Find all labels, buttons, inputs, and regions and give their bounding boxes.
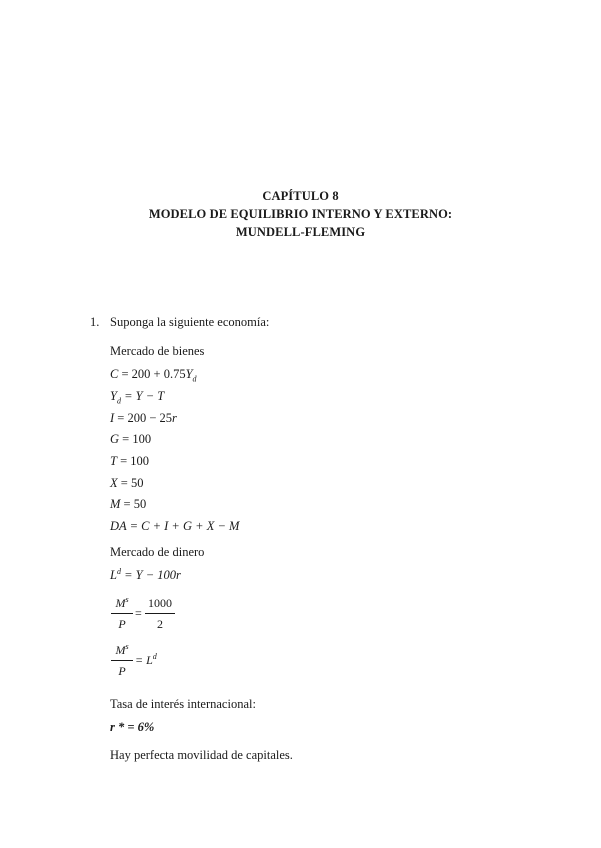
government-equation: G = 100 <box>110 432 152 446</box>
disposable-income-equation: $Y_d = Y - T$ <box>110 389 165 406</box>
fraction-bar <box>111 613 133 614</box>
rhs-numerator: 1000 <box>148 596 172 610</box>
money-market-label: Mercado de dinero <box>110 545 205 559</box>
rhs-denominator: 2 <box>157 617 163 631</box>
chapter-number: CAPÍTULO 8 <box>262 189 339 203</box>
eq-fraction-denominator: P <box>118 664 126 678</box>
money-demand-equation: $L^d = Y - 100r$ <box>110 566 181 582</box>
chapter-title-line2: MUNDELL-FLEMING <box>235 225 366 239</box>
fraction-numerator: $M^s$ <box>115 595 129 610</box>
consumption-equation: $C = 200 + 0.75Y_d$ <box>110 367 197 384</box>
aggregate-demand-equation: DA = C + I + G + X − M <box>110 519 240 533</box>
money-equilibrium-equation <box>110 643 190 683</box>
eq-fraction-bar <box>111 660 133 661</box>
real-money-supply-equation <box>110 596 190 636</box>
capital-mobility-note: Hay perfecta movilidad de capitales. <box>110 748 293 762</box>
eq-fraction-numerator: $M^s$ <box>115 642 129 657</box>
taxes-equation: T = 100 <box>110 454 150 468</box>
problem-intro: Suponga la siguiente economía: <box>110 315 270 329</box>
fraction-denominator: P <box>118 617 126 631</box>
imports-equation: M = 50 <box>110 497 147 511</box>
goods-market-label: Mercado de bienes <box>110 344 205 358</box>
exports-equation: X = 50 <box>110 476 144 490</box>
equals-sign: = <box>135 606 142 620</box>
eq-rhs: = $L^d$ <box>135 652 157 667</box>
investment-equation: I = 200 − 25r <box>110 411 177 425</box>
problem-marker: 1. <box>90 315 100 329</box>
interest-rate-value: r * = 6% <box>110 720 155 734</box>
rhs-fraction-bar <box>145 613 175 614</box>
interest-rate-label: Tasa de interés internacional: <box>110 697 256 711</box>
chapter-title-line1: MODELO DE EQUILIBRIO INTERNO Y EXTERNO: <box>148 207 453 221</box>
